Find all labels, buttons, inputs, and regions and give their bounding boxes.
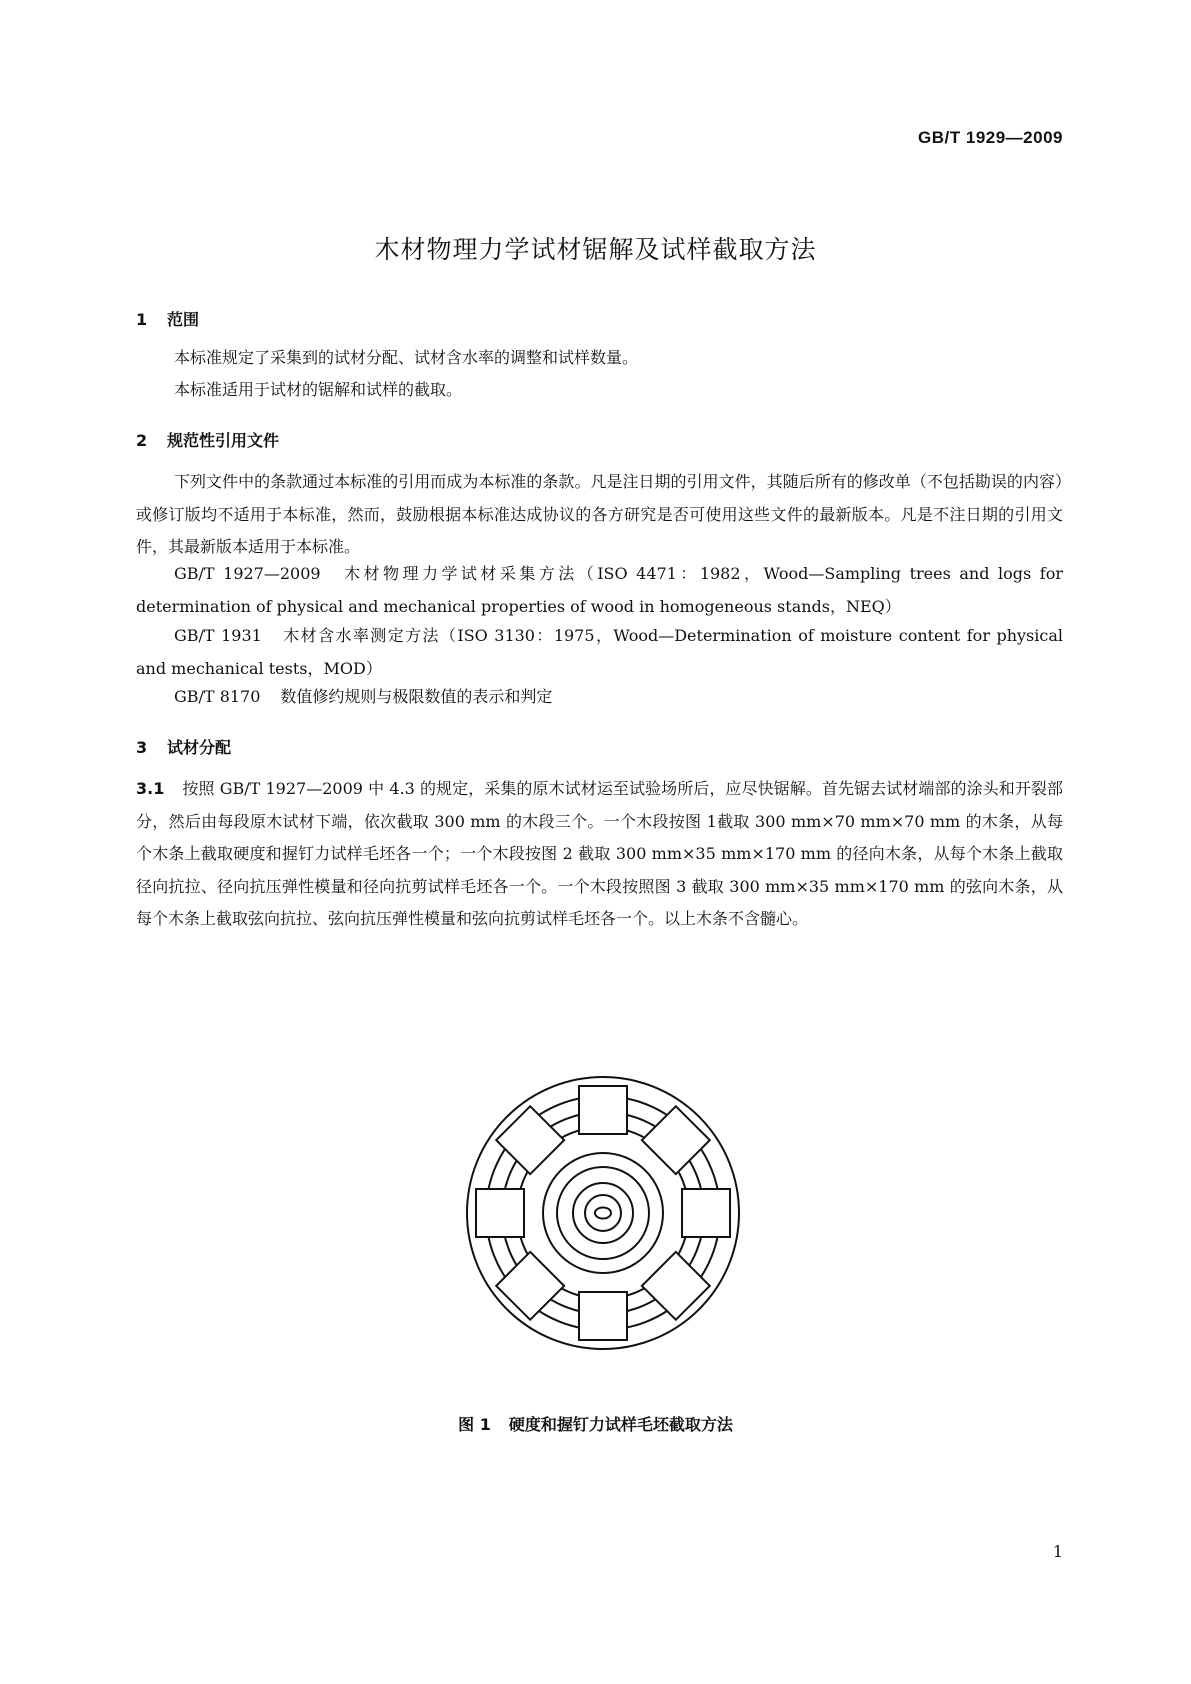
reference-code: GB/T 1927—2009 [174,564,321,583]
figure-caption-text: 硬度和握钉力试样毛坯截取方法 [508,1415,733,1434]
section-1-paragraph: 本标准规定了采集到的试材分配、试材含水率的调整和试样数量。 [174,348,639,367]
growth-ring [543,1153,663,1273]
normative-reference [136,558,1063,623]
section-2-intro: 下列文件中的条款通过本标准的引用而成为本标准的条款。凡是注日期的引用文件，其随后所有的修改单（不包括勘误的内容）或修订版均不适用于本标准，然而，鼓励根据本标准达成协议的各方研究是否可使用这些文件的最新版本。凡是不注日期的引用文件，其最新版本适用于本标准。 [136,472,1063,556]
figure-1-caption [0,1412,1191,1435]
growth-ring [573,1183,633,1243]
clause-3-1 [136,773,1063,936]
clause-text: 按照 GB/T 1927—2009 中 4.3 的规定，采集的原木试材运至试验场所后，应尽快锯解。首先锯去试材端部的涂头和开裂部分，然后由每段原木试材下端，依次截取 300 mm 的木段三个。一个木段按图 1截取 300 mm×70 mm×70 mm 的木条，从每个木条上截取硬度和握钉力试样毛坯各一个；一个木段按图 2 截取 300 mm×35 mm×170 mm 的径向木条，从每个木条上截取径向抗拉、径向抗压弹性模量和径向抗剪试样毛坯各一个。一个木段按照图 3 截取 300 mm×35 mm×170 mm 的弦向木条，从每个木条上截取弦向抗拉、弦向抗压弹性模量和弦向抗剪试样毛坯各一个。以上木条不含髓心。 [136,779,1063,928]
document-title: 木材物理力学试材锯解及试样截取方法 [374,235,817,264]
reference-code: GB/T 1931 [174,626,262,645]
clause-number: 3.1 [136,779,165,798]
reference-title: 数值修约规则与极限数值的表示和判定 [280,687,553,706]
reference-title: 木材物理力学试材采集方法（ISO 4471：1982，Wood—Sampling trees and logs for determination of physical and mechanical properties of wood in homogeneous stands，NEQ） [136,564,1063,616]
section-2-title: 规范性引用文件 [167,431,280,450]
figure-1-log-cross-section [463,1073,743,1353]
growth-ring [557,1167,649,1259]
section-2-number: 2 [136,431,148,450]
section-3-number: 3 [136,738,148,757]
pith [595,1208,611,1219]
growth-ring [585,1195,621,1231]
section-1-number: 1 [136,310,148,329]
standard-number: GB/T 1929—2009 [918,128,1063,147]
specimen-blank [579,1086,627,1134]
page-number: 1 [1052,1542,1063,1561]
specimen-blank [476,1189,524,1237]
specimen-blank [682,1189,730,1237]
reference-code: GB/T 8170 [174,687,261,706]
figure-label: 图 1 [458,1415,491,1434]
normative-reference [136,620,1063,685]
specimen-blank [579,1292,627,1340]
section-1-title: 范围 [167,310,200,329]
section-2-heading [136,428,279,451]
section-1-heading [136,307,199,330]
section-3-heading [136,735,231,758]
section-1-paragraph: 本标准适用于试材的锯解和试样的截取。 [174,380,463,399]
normative-reference [136,681,1063,714]
reference-title: 木材含水率测定方法（ISO 3130：1975，Wood—Determination of moisture content for physical and mechanical tests，MOD） [136,626,1063,678]
section-3-title: 试材分配 [167,738,232,757]
